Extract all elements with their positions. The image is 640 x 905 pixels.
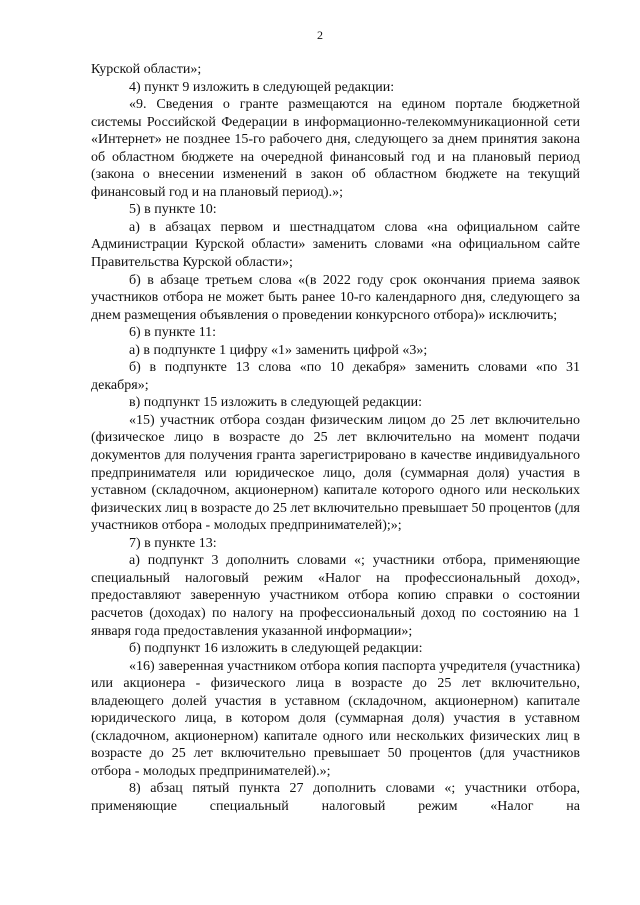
paragraph-item-7: 7) в пункте 13: xyxy=(129,535,217,551)
paragraph-subpoint-16-text: «16) заверенная участником отбора копия паспорта учредителя (участника) или акционера - физического лица в возрасте до 25 лет включительно, владеющего долей участия в уставном (складочном, акционерном) капитале юридического лица, в котором доля (суммарная доля) участия в уставном (складочном, акционерном) капитале одного или нескольких физических лиц в возрасте до 25 лет включительно превышает 50 процентов (для участников отбора - молодых предпринимателей).»; xyxy=(91,658,580,779)
paragraph-item-5b: б) в абзаце третьем слова «(в 2022 году срок окончания приема заявок участников отбора не может быть ранее 10-го календарного дня, следующего за днем размещения объявления о проведении конкурсного отбора)» исключить; xyxy=(91,272,580,323)
paragraph-item-5: 5) в пункте 10: xyxy=(129,202,217,218)
paragraph-item-8: 8) абзац пятый пункта 27 дополнить словами «; участники отбора, применяющие специальный налоговый режим «Налог на xyxy=(91,781,580,814)
paragraph-item-4: 4) пункт 9 изложить в следующей редакции: xyxy=(129,79,395,95)
paragraph-item-5a: а) в абзацах первом и шестнадцатом слова «на официальном сайте Администрации Курской области» заменить словами «на официальном сайте Правительства Курской области»; xyxy=(91,219,580,271)
paragraph-item-6b: б) в подпункте 13 слова «по 10 декабря» заменить словами «по 31 декабря»; xyxy=(91,360,580,393)
paragraph-item-6: 6) в пункте 11: xyxy=(129,325,217,341)
paragraph-item-6v: в) подпункт 15 изложить в следующей редакции: xyxy=(129,395,422,411)
paragraph-point-9-text: «9. Сведения о гранте размещаются на едином портале бюджетной системы Российской Федерации в информационно-телекоммуникационной сети «Интернет» не позднее 15-го рабочего дня, следующего за днем принятия закона об областном бюджете на очередной финансовый год и на плановый период (закона о внесении изменений в закон об областном бюджете на текущий финансовый год и на плановый период).»; xyxy=(91,97,580,200)
paragraph-continuation: Курской области»; xyxy=(91,62,202,77)
paragraph-item-7a: а) подпункт 3 дополнить словами «; участники отбора, применяющие специальный налоговый режим «Налог на профессиональный доход», предоставляют заверенную участником отбора копию справки о состоянии расчетов (доходах) по налогу на профессиональный доход по состоянию на 1 января года предоставления указанной информации»; xyxy=(91,553,580,639)
paragraph-item-7b: б) подпункт 16 изложить в следующей редакции: xyxy=(129,641,423,657)
paragraph-item-6a: а) в подпункте 1 цифру «1» заменить цифрой «3»; xyxy=(129,342,428,358)
page-number: 2 xyxy=(317,28,323,42)
document-body xyxy=(91,61,580,816)
paragraph-subpoint-15-text: «15) участник отбора создан физическим лицом до 25 лет включительно (физическое лицо в возрасте до 25 лет включительно на момент подачи документов для получения гранта зарегистрировано в качестве индивидуального предпринимателя или юридическое лицо, доля (суммарная доля) участия в уставном (складочном, акционерном) капитале которого одного или нескольких физических лиц в возрасте до 25 лет включительно превышает 50 процентов (для участников отбора - молодых предпринимателей);»; xyxy=(91,412,580,534)
